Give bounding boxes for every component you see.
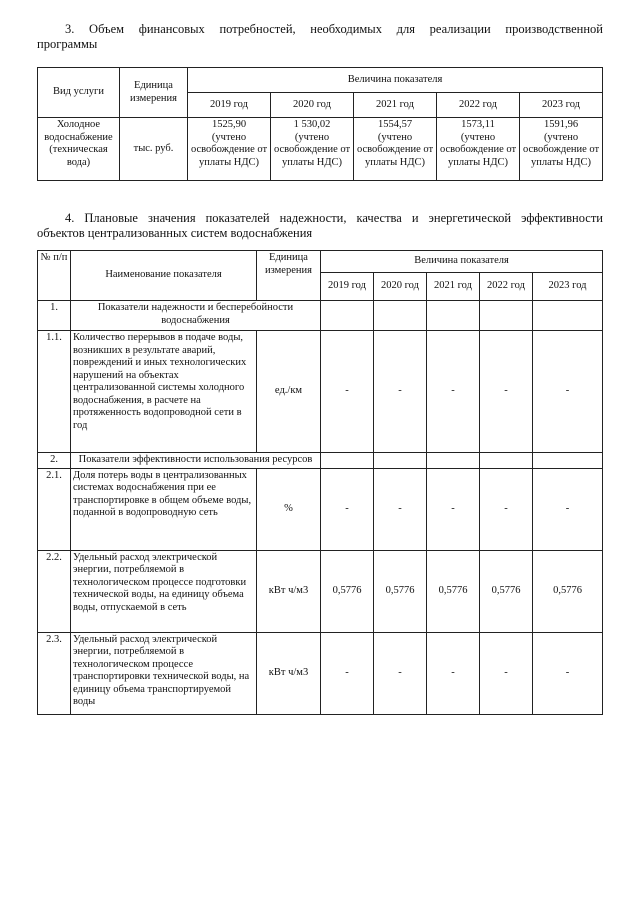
col-header-name: Наименование показателя (71, 251, 257, 301)
row-value: 0,5776 (480, 550, 533, 632)
table-row (38, 632, 603, 714)
row-unit: кВт ч/м3 (257, 550, 321, 632)
row-num: 1.1. (38, 331, 71, 453)
row-value: - (321, 331, 374, 453)
year-header: 2020 год (374, 273, 427, 301)
section-row (38, 453, 603, 469)
row-section-title: Показатели эффективности использования ресурсов (71, 453, 321, 469)
row-value: - (480, 468, 533, 550)
row-value: 0,5776 (427, 550, 480, 632)
row-value: - (533, 331, 603, 453)
table-row (38, 468, 603, 550)
row-value: - (480, 632, 533, 714)
row-num: 2.1. (38, 468, 71, 550)
row-num: 2.2. (38, 550, 71, 632)
col-header-service: Вид услуги (38, 68, 120, 118)
section3-heading-line2: программы (37, 37, 98, 51)
col-header-unit: Единица измерения (120, 68, 188, 118)
row-unit: кВт ч/м3 (257, 632, 321, 714)
year-header: 2021 год (354, 93, 437, 118)
section-row (38, 301, 603, 331)
row-value: - (480, 331, 533, 453)
section3-heading-line1: 3. Объем финансовых потребностей, необходимых для реализации производственной (65, 22, 603, 36)
value-cell: 1 530,02 (учтено освобождение от уплаты НДС) (271, 118, 354, 181)
row-value: - (533, 468, 603, 550)
unit-cell: тыс. руб. (120, 118, 188, 181)
year-header: 2022 год (437, 93, 520, 118)
financial-needs-table (37, 67, 603, 181)
row-value: - (374, 331, 427, 453)
col-header-num: № п/п (38, 251, 71, 301)
row-value: 0,5776 (374, 550, 427, 632)
col-header-unit: Единица измерения (257, 251, 321, 301)
year-header: 2019 год (188, 93, 271, 118)
value-cell: 1573,11 (учтено освобождение от уплаты НДС) (437, 118, 520, 181)
section4-heading-line2: объектов централизованных систем водоснабжения (37, 226, 313, 240)
section4-heading (37, 211, 603, 241)
row-unit: ед./км (257, 331, 321, 453)
value-cell: 1591,96 (учтено освобождение от уплаты НДС) (520, 118, 603, 181)
section3-heading (37, 22, 603, 52)
row-value: - (427, 331, 480, 453)
year-header: 2022 год (480, 273, 533, 301)
table-row (38, 118, 603, 181)
section4-heading-line1: 4. Плановые значения показателей надежности, качества и энергетической эффективности (65, 211, 603, 225)
value-cell: 1525,90 (учтено освобождение от уплаты НДС) (188, 118, 271, 181)
year-header: 2023 год (533, 273, 603, 301)
row-name: Доля потерь воды в централизованных системах водоснабжения при ее транспортировке в общем объеме воды, поданной в водопроводную сеть (71, 468, 257, 550)
col-header-value: Величина показателя (188, 68, 603, 93)
value-cell: 1554,57 (учтено освобождение от уплаты НДС) (354, 118, 437, 181)
row-value: - (321, 468, 374, 550)
table-row (38, 331, 603, 453)
row-name: Количество перерывов в подаче воды, возникших в результате аварий, повреждений и иных технологических нарушений на объектах централизованной системы холодного водоснабжения, в расчете на протяженность водопроводной сети в год (71, 331, 257, 453)
row-unit: % (257, 468, 321, 550)
row-section-title: Показатели надежности и бесперебойности водоснабжения (71, 301, 321, 331)
table-row (38, 550, 603, 632)
row-value: - (533, 632, 603, 714)
row-value: - (374, 468, 427, 550)
year-header: 2019 год (321, 273, 374, 301)
row-num: 2. (38, 453, 71, 469)
row-num: 2.3. (38, 632, 71, 714)
row-value: - (427, 632, 480, 714)
row-num: 1. (38, 301, 71, 331)
year-header: 2021 год (427, 273, 480, 301)
row-value: - (374, 632, 427, 714)
service-cell: Холодное водоснабжение (техническая вода) (38, 118, 120, 181)
year-header: 2020 год (271, 93, 354, 118)
row-value: 0,5776 (533, 550, 603, 632)
row-name: Удельный расход электрической энергии, потребляемой в технологическом процессе подготовки технической воды, на единицу объема воды, отпускаемой в сеть (71, 550, 257, 632)
indicators-table (37, 250, 603, 715)
row-value: 0,5776 (321, 550, 374, 632)
year-header: 2023 год (520, 93, 603, 118)
col-header-value: Величина показателя (321, 251, 603, 273)
row-value: - (427, 468, 480, 550)
row-value: - (321, 632, 374, 714)
row-name: Удельный расход электрической энергии, потребляемой в технологическом процессе транспортировки технической воды, на единицу объема транспортируемой воды (71, 632, 257, 714)
